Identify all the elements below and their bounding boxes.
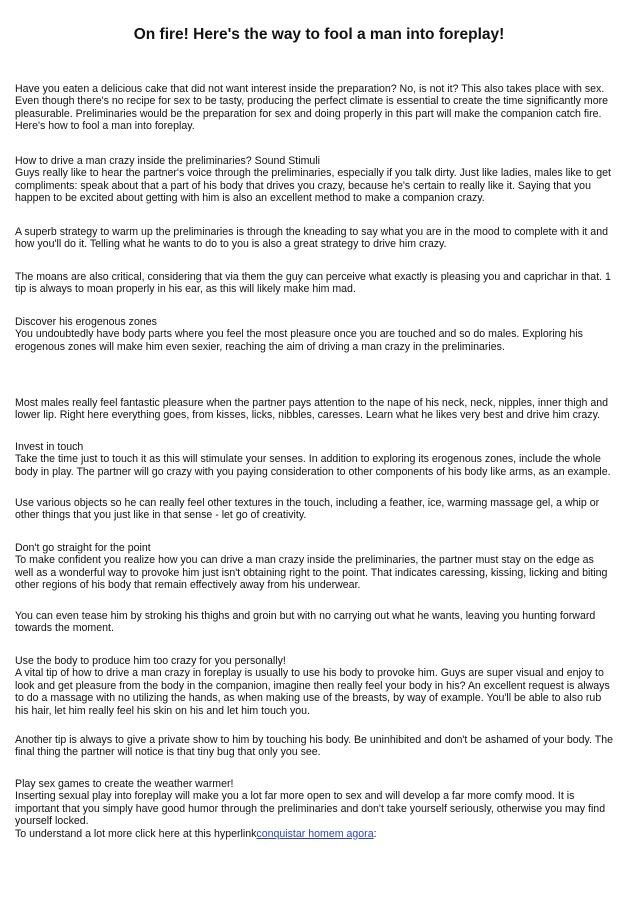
text-line: A vital tip of how to drive a man crazy in foreplay is usually to use his body to provoke him. Guys are super visual and enjoy to xyxy=(15,667,604,680)
text-line: towards the moment. xyxy=(15,622,114,635)
paragraph-intro xyxy=(15,83,625,133)
text-line: other things that you just like in that sense - let go of creativity. xyxy=(15,509,307,522)
text-line: A superb strategy to warm up the preliminaries is through the kneading to say what you are in the mood to complete with it and xyxy=(15,226,608,238)
text-line: Have you eaten a delicious cake that did not want interest inside the preparation? No, is not it? This also takes place with sex. xyxy=(15,83,605,95)
section-heading: How to drive a man crazy inside the preliminaries? Sound Stimuli xyxy=(15,155,320,167)
text-line: The moans are also critical, considering that via them the guy can perceive what exactly is pleasing you and caprichar in that. 1 xyxy=(15,271,611,283)
paragraph-sex-games xyxy=(15,778,625,840)
text-line: Use various objects so he can really feel other textures in the touch, including a feather, ice, warming massage gel, a whip or xyxy=(15,497,600,509)
text-line: Inserting sexual play into foreplay will make you a lot far more open to sex and will develop a far more comfy mood. It is xyxy=(15,790,575,803)
link-intro-text: To understand a lot more click here at this hyperlink xyxy=(15,827,257,840)
page-title: On fire! Here's the way to fool a man into foreplay! xyxy=(133,26,505,43)
text-line: well as a wonderful way to provoke him just isn't obtaining right to the point. That indicates caressing, kissing, licking and biting xyxy=(15,566,608,579)
text-line: pleasurable. Preliminaries would be the preparation for sex and doing properly in this part will make the companion catch fire. xyxy=(15,107,602,120)
paragraph-kneading xyxy=(15,226,625,251)
section-heading: Don't go straight for the point xyxy=(15,542,151,554)
text-line: To make confident you realize how you can drive a man crazy inside the preliminaries, the partner must stay on the edge as xyxy=(15,554,594,567)
text-line: his hair, let him really feel his skin on his and let him touch you. xyxy=(15,704,311,717)
paragraph-use-body xyxy=(15,655,625,717)
paragraph-moans xyxy=(15,271,625,296)
text-line: how you'll do it. Telling what he wants to do to you is also a great strategy to drive him crazy. xyxy=(15,238,447,251)
section-heading: Use the body to produce him too crazy for you personally! xyxy=(15,655,286,667)
hyperlink-conquistar-homem[interactable]: conquistar homem agora xyxy=(256,827,374,840)
paragraph-invest-touch xyxy=(15,441,625,478)
text-line: tip is always to moan properly in his ear, as this will likely make him mad. xyxy=(15,283,356,296)
text-line: Take the time just to touch it as this will stimulate your senses. In addition to exploring its erogenous zones, include the whole xyxy=(15,453,601,466)
section-heading: Discover his erogenous zones xyxy=(15,316,157,328)
link-line xyxy=(15,828,625,840)
paragraph-pleasure xyxy=(15,397,625,422)
paragraph-private-show xyxy=(15,734,625,759)
text-line: other regions of his body that remain effectively away from his underwear. xyxy=(15,579,361,592)
text-line: Another tip is always to give a private show to him by touching his body. Be uninhibited and don't be ashamed of your body. The xyxy=(15,734,613,746)
text-line: Even though there's no recipe for sex to be tasty, producing the perfect climate is essential to create the time significantly more xyxy=(15,95,609,108)
text-line: important that you simply have good humor through the preliminaries and don't take yourself seriously, otherwise you may find xyxy=(15,802,606,815)
paragraph-tease xyxy=(15,610,625,635)
section-heading: Play sex games to create the weather warmer! xyxy=(15,778,234,790)
text-line: Here's how to fool a man into foreplay. xyxy=(15,120,195,133)
text-line: yourself locked. xyxy=(15,815,89,828)
text-line: You can even tease him by stroking his thighs and groin but with no carrying out what he wants, leaving you hunting forward xyxy=(15,610,596,622)
text-line: erogenous zones will make him even sexier, reaching the aim of driving a man crazy in the preliminaries. xyxy=(15,340,505,353)
text-line: Most males really feel fantastic pleasure when the partner pays attention to the nape of his neck, neck, nipples, inner thigh and xyxy=(15,397,609,409)
text-line: You undoubtedly have body parts where you feel the most pleasure once you are touched and so do males. Exploring his xyxy=(15,328,583,341)
text-line: to do a massage with no utilizing the hands, as when making use of the breasts, by way of example. You'll be able to also rub xyxy=(15,692,602,705)
text-line: body in play. The partner will go crazy with you paying consideration to other components of his body like arms, as an example. xyxy=(15,465,611,478)
paragraph-objects xyxy=(15,497,625,522)
text-line: final thing the partner will notice is that tiny bug that only you see. xyxy=(15,746,321,759)
paragraph-sound-stimuli xyxy=(15,155,625,205)
text-line: look and get pleasure from the body in the companion, imagine then really feel your body in his? An excellent request is always xyxy=(15,679,610,692)
section-heading: Invest in touch xyxy=(15,441,84,453)
text-line: compliments: speak about that a part of his body that drives you crazy, because he's certain to really like it. Saying that you xyxy=(15,179,591,192)
text-line: lower lip. Right here everything goes, from kisses, licks, nibbles, caresses. Learn what he likes very best and drive him crazy. xyxy=(15,409,601,422)
text-line: Guys really like to hear the partner's voice through the preliminaries, especially if you talk dirty. Just like ladies, males like to get xyxy=(15,167,611,180)
text-line: happen to be excited about getting with him is also an excellent method to make a companion crazy. xyxy=(15,192,485,205)
paragraph-dont-go-straight xyxy=(15,542,625,592)
paragraph-erogenous-zones xyxy=(15,316,625,353)
link-suffix: : xyxy=(373,827,377,840)
